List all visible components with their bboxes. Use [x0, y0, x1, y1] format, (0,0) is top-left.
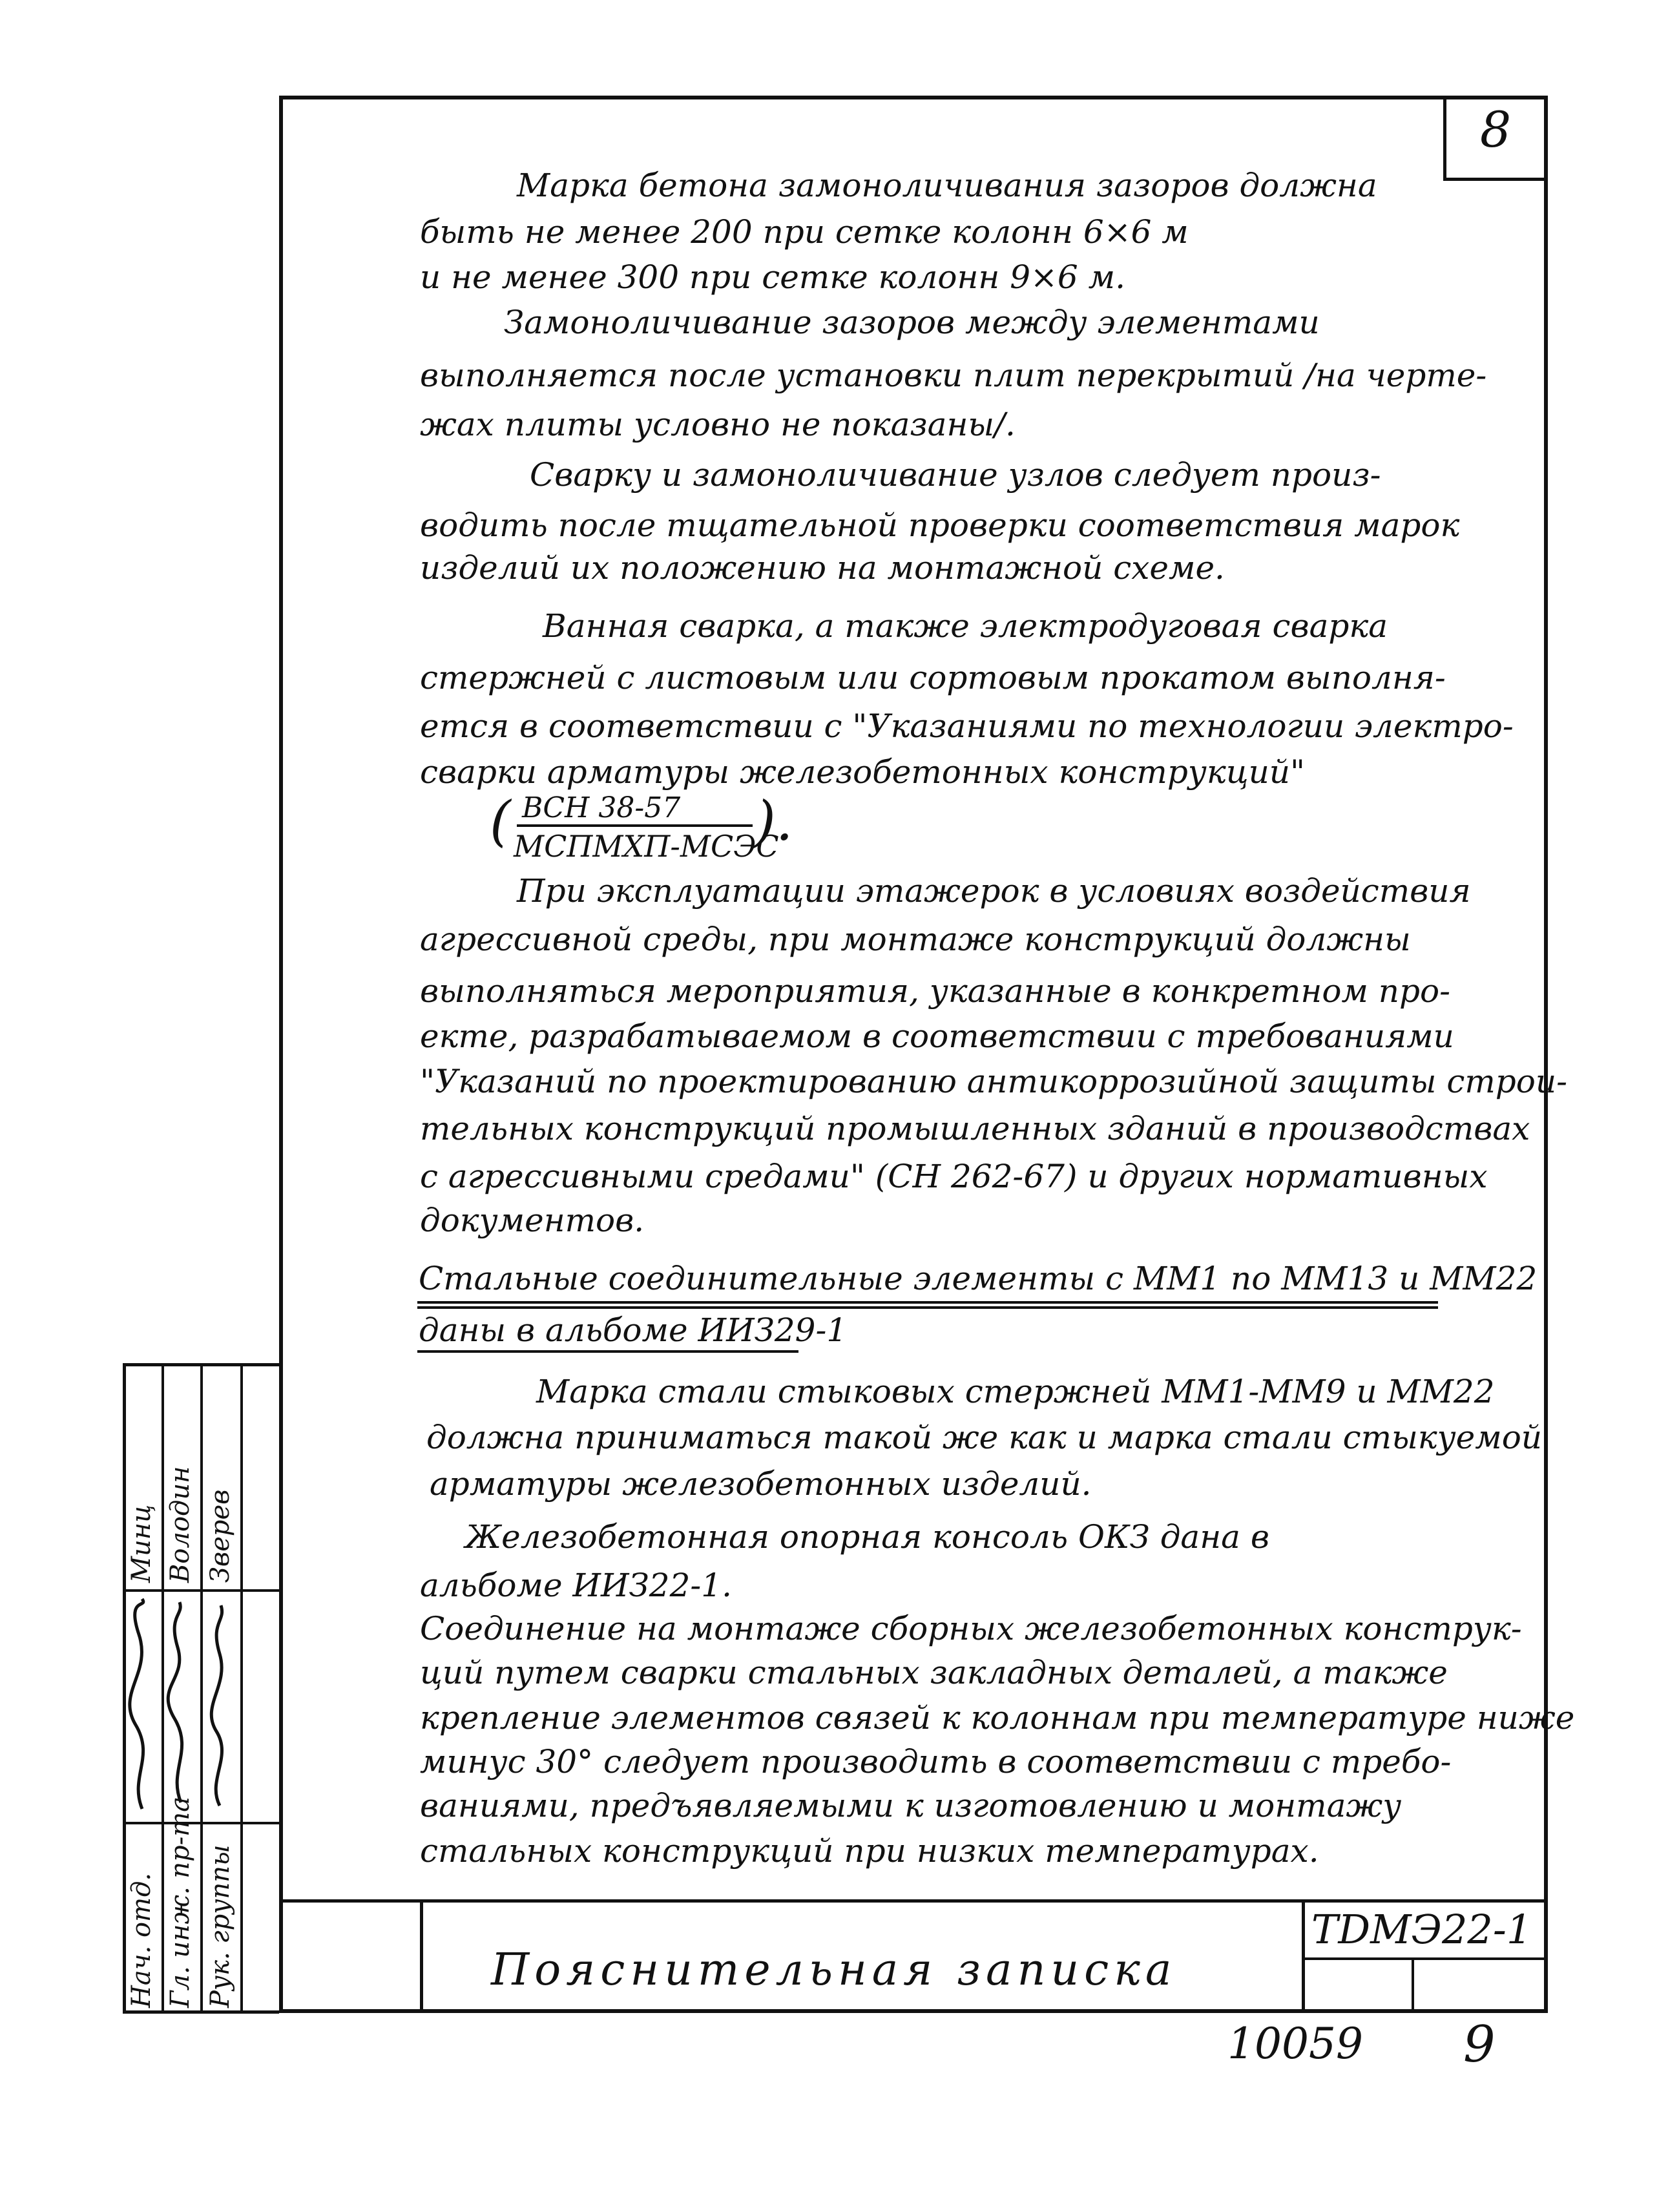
body-line: екте, разрабатываемом в соответствии с требованиями: [420, 1017, 1454, 1055]
body-line: жах плиты условно не показаны/.: [420, 406, 1016, 443]
stamp-name: Зверев: [205, 1489, 235, 1583]
heading-underline: [417, 1301, 1438, 1304]
document-title: Пояснительная записка: [491, 1945, 1177, 1996]
body-line: выполняется после установки плит перекрытий /на черте-: [420, 357, 1487, 394]
body-line: Замоноличивание зазоров между элементами: [504, 304, 1320, 341]
body-line: ется в соответствии с "Указаниями по технологии электро-: [420, 707, 1514, 745]
reference-numerator: ВСН 38-57: [522, 791, 681, 824]
body-line: изделий их положению на монтажной схеме.: [420, 549, 1225, 587]
sheet-number: 8: [1479, 101, 1512, 158]
body-line: "Указаний по проектированию антикоррозийной защиты строи-: [420, 1063, 1567, 1100]
body-line: минус 30° следует производить в соответствии с требо-: [420, 1743, 1452, 1780]
stamp-divider: [123, 2010, 279, 2014]
heading-underline: [417, 1306, 1438, 1309]
title-block-border: [279, 1899, 1548, 1903]
section-heading: Стальные соединительные элементы с ММ1 по ММ13 и ММ22: [419, 1260, 1538, 1297]
heading-underline: [417, 1350, 798, 1353]
stamp-name: Володин: [165, 1466, 195, 1583]
body-line: ваниями, предъявляемыми к изготовлению и монтажу: [420, 1787, 1402, 1824]
body-line: и не менее 300 при сетке колонн 9×6 м.: [420, 258, 1125, 296]
signature-1: [130, 1599, 143, 1809]
body-line: ций путем сварки стальных закладных деталей, а также: [420, 1654, 1448, 1691]
stamp-role: Нач. отд.: [127, 1872, 156, 2008]
stamp-role: Гл. инж. пр-та: [165, 1796, 195, 2008]
body-line: крепление элементов связей к колоннам при температуре ниже: [420, 1699, 1575, 1737]
left-paren: (: [490, 789, 511, 853]
body-line: Ванная сварка, а также электродуговая сварка: [543, 607, 1388, 645]
body-line: тельных конструкций промышленных зданий в производствах: [420, 1110, 1530, 1147]
reference-denominator: МСПМХП-МСЭС: [514, 829, 779, 864]
section-heading: даны в альбоме ИИЗ29-1: [419, 1311, 848, 1349]
body-line: с агрессивными средами" (СН 262-67) и других нормативных: [420, 1158, 1488, 1195]
body-line: Марка стали стыковых стержней ММ1-ММ9 и ММ22: [536, 1373, 1495, 1410]
title-block-divider: [1412, 1957, 1414, 2013]
body-line: стержней с листовым или сортовым прокатом выполня-: [420, 659, 1446, 696]
body-line: выполняться мероприятия, указанные в конкретном про-: [420, 972, 1450, 1010]
body-line: Соединение на монтаже сборных железобетонных конструк-: [420, 1610, 1522, 1647]
body-line: документов.: [420, 1202, 645, 1239]
body-line: стальных конструкций при низких температурах.: [420, 1832, 1319, 1870]
body-line: водить после тщательной проверки соответствия марок: [420, 506, 1460, 544]
stamp-divider: [123, 1822, 279, 1824]
page-number: 9: [1463, 2016, 1496, 2074]
document-code: TDМЭ22-1: [1311, 1906, 1532, 1953]
title-block-divider: [420, 1899, 423, 2013]
body-line: арматуры железобетонных изделий.: [430, 1465, 1092, 1503]
signature-3: [211, 1605, 222, 1806]
body-line: агрессивной среды, при монтаже конструкций должны: [420, 921, 1411, 958]
body-line: сварки арматуры железобетонных конструкций": [420, 753, 1305, 791]
body-line: должна приниматься такой же как и марка стали стыкуемой: [426, 1419, 1543, 1456]
body-line: Железобетонная опорная консоль ОКЗ дана в: [465, 1518, 1269, 1556]
body-line: Сварку и замоноличивание узлов следует произ-: [530, 456, 1381, 494]
fraction-bar: [517, 824, 753, 827]
body-line: быть не менее 200 при сетке колонн 6×6 м: [420, 213, 1189, 251]
archive-number: 10059: [1227, 2019, 1363, 2069]
stamp-name: Минц: [127, 1505, 156, 1583]
title-block-divider: [1302, 1899, 1305, 2013]
signatures: [123, 1596, 279, 1815]
right-paren: ).: [755, 789, 793, 853]
body-line: Марка бетона замоноличивания зазоров должна: [517, 167, 1377, 204]
body-line: альбоме ИИЗ22-1.: [420, 1567, 733, 1604]
stamp-divider: [123, 1589, 279, 1592]
title-block-divider: [1302, 1957, 1548, 1960]
stamp-role: Рук. группы: [205, 1844, 235, 2008]
body-line: При эксплуатации этажерок в условиях воздействия: [517, 872, 1471, 910]
signature-2: [168, 1602, 182, 1802]
